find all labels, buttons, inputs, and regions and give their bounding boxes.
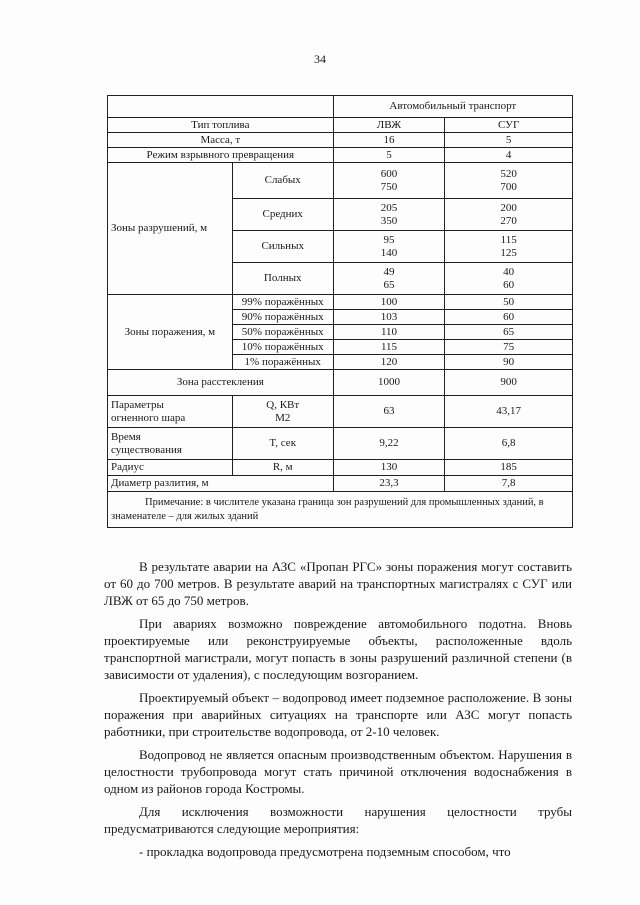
time-label-line2: существования <box>111 443 182 456</box>
injury-sug: 60 <box>445 310 573 325</box>
glass-lvzh: 1000 <box>333 370 445 396</box>
value-top: 600 <box>380 167 398 180</box>
glass-sug: 900 <box>445 370 573 396</box>
radius-lvzh: 130 <box>333 460 445 476</box>
value-top: 95 <box>383 233 395 246</box>
fireball-unit <box>232 396 333 428</box>
destruction-level: Средних <box>232 199 333 231</box>
destruction-sug <box>445 263 573 295</box>
mass-lvzh: 16 <box>333 133 445 148</box>
mode-sug: 4 <box>445 148 573 163</box>
time-label <box>108 428 233 460</box>
injury-level: 50% поражённых <box>232 325 333 340</box>
value-bottom: 140 <box>380 246 398 259</box>
destruction-level: Полных <box>232 263 333 295</box>
injury-lvzh: 110 <box>333 325 445 340</box>
mode-lvzh: 5 <box>333 148 445 163</box>
time-lvzh: 9,22 <box>333 428 445 460</box>
destruction-sug <box>445 231 573 263</box>
radius-unit: R, м <box>232 460 333 476</box>
table-corner-cell <box>108 96 334 118</box>
value-top: 520 <box>500 167 517 180</box>
value-bottom: 65 <box>383 278 395 291</box>
injury-lvzh: 103 <box>333 310 445 325</box>
injury-sug: 50 <box>445 295 573 310</box>
value-bottom: 750 <box>380 180 398 193</box>
spill-lvzh: 23,3 <box>333 476 445 492</box>
destruction-lvzh <box>333 163 445 199</box>
destruction-sug <box>445 199 573 231</box>
destruction-level: Слабых <box>232 163 333 199</box>
value-bottom: 60 <box>503 278 515 291</box>
destruction-label: Зоны разрушений, м <box>108 163 233 295</box>
value-bottom: 270 <box>500 214 517 227</box>
injury-level: 10% поражённых <box>232 340 333 355</box>
time-unit: T, сек <box>232 428 333 460</box>
value-top: 49 <box>383 265 395 278</box>
destruction-lvzh <box>333 263 445 295</box>
injury-label: Зоны поражения, м <box>108 295 233 370</box>
injury-sug: 75 <box>445 340 573 355</box>
paragraph: В результате аварии на АЗС «Пропан РГС» зоны поражения могут составить от 60 до 700 метров. В результате аварий на транспортных магистралях с СУГ или ЛВЖ от 65 до 750 метров. <box>104 559 572 608</box>
mass-label: Масса, т <box>108 133 334 148</box>
fireball-sug: 43,17 <box>445 396 573 428</box>
destruction-sug <box>445 163 573 199</box>
spill-label: Диаметр разлития, м <box>108 476 334 492</box>
col-sug: СУГ <box>445 118 573 133</box>
fireball-label-line1: Параметры <box>111 398 164 411</box>
header-group: Автомобильный транспорт <box>333 96 572 118</box>
fireball-label-line2: огненного шара <box>111 411 186 424</box>
paragraph: Проектируемый объект – водопровод имеет подземное расположение. В зоны поражения при аварийных ситуациях на транспорте или АЗС могут попасть работники, при строительстве водопровода, от 2-10 человек. <box>104 690 572 739</box>
mode-label: Режим взрывного превращения <box>108 148 334 163</box>
fireball-unit-line1: Q, КВт <box>266 398 300 411</box>
injury-lvzh: 120 <box>333 355 445 370</box>
table-note: Примечание: в числителе указана граница зон разрушений для промышленных зданий, в знаменателе – для жилых зданий <box>108 492 573 528</box>
time-sug: 6,8 <box>445 428 573 460</box>
paragraph: Для исключения возможности нарушения целостности трубы предусматриваются следующие мероприятия: <box>104 804 572 836</box>
injury-level: 1% поражённых <box>232 355 333 370</box>
injury-sug: 65 <box>445 325 573 340</box>
bullet-item: - прокладка водопровода предусмотрена подземным способом, что <box>139 844 511 859</box>
col-lvzh: ЛВЖ <box>333 118 445 133</box>
paragraph: Водопровод не является опасным производственным объектом. Нарушения в целостности трубопровода могут стать причиной отключения водоснабжения в одном из районов города Костромы. <box>104 747 572 796</box>
page-number: 34 <box>314 52 326 66</box>
paragraph: При авариях возможно повреждение автомобильного подотна. Вновь проектируемые или реконструируемые объекты, расположенные вдоль транспортной магистрали, могут попасть в зоны разрушений различной степени (в зависимости от удаления), с последующим возгоранием. <box>104 616 572 682</box>
time-label-line1: Время <box>111 430 141 443</box>
destruction-level: Сильных <box>232 231 333 263</box>
destruction-lvzh <box>333 231 445 263</box>
fireball-lvzh: 63 <box>333 396 445 428</box>
radius-sug: 185 <box>445 460 573 476</box>
value-bottom: 125 <box>500 246 517 259</box>
mass-sug: 5 <box>445 133 573 148</box>
injury-level: 90% поражённых <box>232 310 333 325</box>
spill-sug: 7,8 <box>445 476 573 492</box>
hazard-zones-table <box>107 95 573 528</box>
injury-sug: 90 <box>445 355 573 370</box>
value-top: 200 <box>500 201 517 214</box>
destruction-lvzh <box>333 199 445 231</box>
glass-label: Зона расстекления <box>108 370 334 396</box>
body-text <box>104 558 572 860</box>
injury-level: 99% поражённых <box>232 295 333 310</box>
value-top: 115 <box>500 233 517 246</box>
value-bottom: 700 <box>500 180 517 193</box>
fireball-label <box>108 396 233 428</box>
fireball-unit-line2: М2 <box>275 411 291 424</box>
value-top: 40 <box>503 265 515 278</box>
fuel-type-label: Тип топлива <box>108 118 334 133</box>
injury-lvzh: 115 <box>333 340 445 355</box>
injury-lvzh: 100 <box>333 295 445 310</box>
radius-label: Радиус <box>108 460 233 476</box>
value-bottom: 350 <box>380 214 398 227</box>
value-top: 205 <box>380 201 398 214</box>
